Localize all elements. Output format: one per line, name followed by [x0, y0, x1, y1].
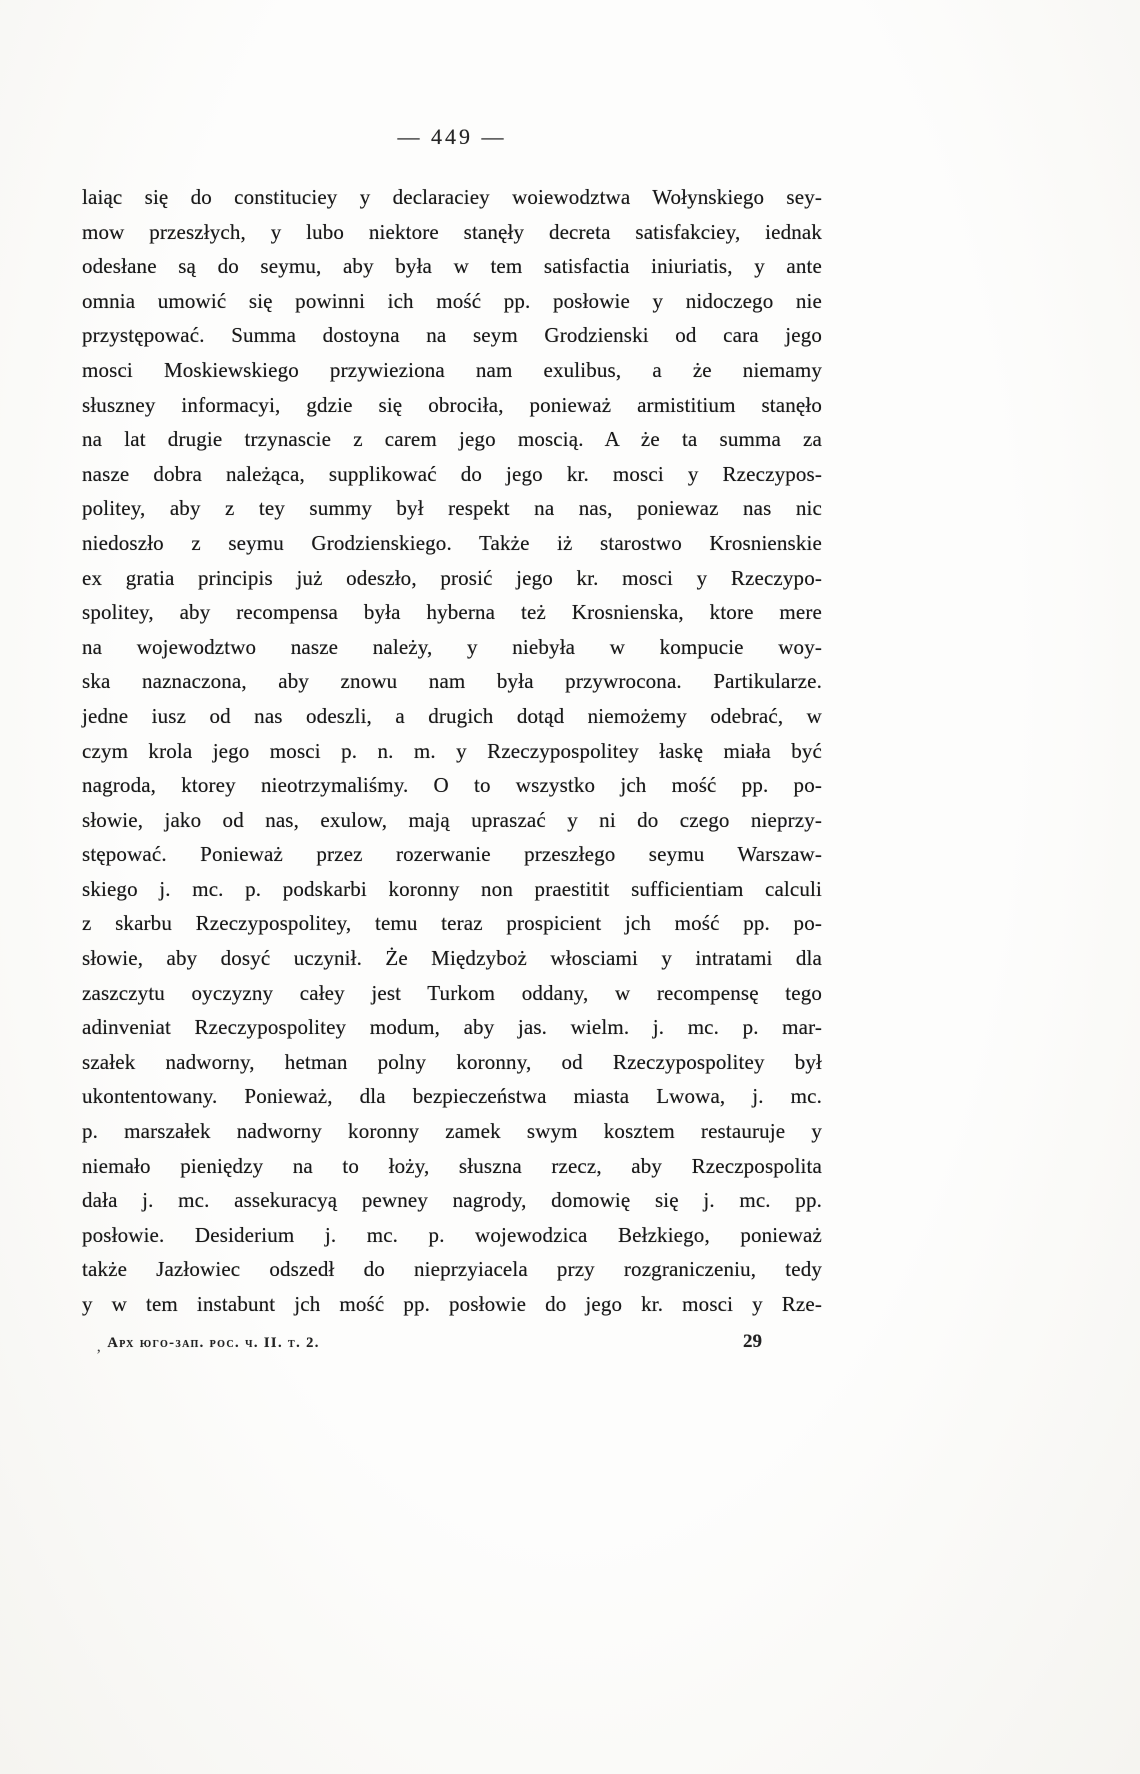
text-line: ex gratia principis już odeszło, prosić jego kr. mosci y Rzeczypo-	[82, 565, 822, 590]
body-text	[82, 180, 822, 1322]
text-line: adinveniat Rzeczypospolitey modum, aby jas. wielm. j. mc. p. mar-	[82, 1015, 822, 1040]
text-block	[82, 0, 822, 1353]
text-line: także Jazłowiec odszedł do nieprzyiacela przy rozgraniczeniu, tedy	[82, 1257, 822, 1282]
text-line: słuszney informacyi, gdzie się obrociła, ponieważ armistitium stanęło	[82, 392, 822, 417]
text-line: p. marszałek nadworny koronny zamek swym kosztem restauruje y	[82, 1119, 822, 1144]
text-line: laiąc się do constituciey y declaraciey woiewodztwa Wołynskiego sey-	[82, 185, 822, 209]
text-line: odesłane są do seymu, aby była w tem satisfactia iniuriatis, y ante	[82, 254, 822, 279]
text-line: y w tem instabunt jch mość pp. posłowie do jego kr. mosci y Rze-	[82, 1292, 822, 1316]
text-line: słowie, jako od nas, exulow, mają upraszać y ni do czego nieprzy-	[82, 807, 822, 832]
text-line: nagroda, ktorey nieotrzymaliśmy. O to wszystko jch mość pp. po-	[82, 773, 822, 798]
footer-signature: Арх юго-зап. рос. ч. II. т. 2.	[107, 1334, 320, 1351]
footer-sheet-number: 29	[743, 1330, 762, 1352]
footer-signature-wrap	[96, 1334, 320, 1355]
text-line: posłowie. Desiderium j. mc. p. wojewodzica Bełzkiego, ponieważ	[82, 1222, 822, 1247]
text-line: zaszczytu oyczyzny całey jest Turkom oddany, w recompensę tego	[82, 980, 822, 1005]
text-line: jedne iusz od nas odeszli, a drugich dotąd niemożemy odebrać, w	[82, 703, 822, 728]
page-footer	[82, 1331, 822, 1353]
text-line: ska naznaczona, aby znowu nam była przywrocona. Partikularze.	[82, 669, 822, 694]
text-line: mow przeszłych, y lubo niektore stanęły decreta satisfakciey, iednak	[82, 219, 822, 244]
text-line: ukontentowany. Ponieważ, dla bezpieczeństwa miasta Lwowa, j. mc.	[82, 1084, 822, 1109]
text-line: czym krola jego mosci p. n. m. y Rzeczypospolitey łaskę miała być	[82, 738, 822, 763]
text-line: z skarbu Rzeczypospolitey, temu teraz prospicient jch mość pp. po-	[82, 911, 822, 936]
text-line: dała j. mc. assekuracyą pewney nagrody, domowię się j. mc. pp.	[82, 1188, 822, 1213]
text-line: spolitey, aby recompensa była hyberna też Krosnienska, ktore mere	[82, 600, 822, 625]
text-line: słowie, aby dosyć uczynił. Że Międzyboż włosciami y intratami dla	[82, 946, 822, 971]
text-line: niemało pieniędzy na to łoży, słuszna rzecz, aby Rzeczpospolita	[82, 1153, 822, 1178]
page-number: — 449 —	[397, 124, 507, 149]
text-line: na wojewodztwo nasze należy, y niebyła w kompucie woy-	[82, 634, 822, 659]
text-line: mosci Moskiewskiego przywieziona nam exulibus, a że niemamy	[82, 357, 822, 382]
text-line: nasze dobra należąca, supplikować do jego kr. mosci y Rzeczypos-	[82, 461, 822, 486]
text-line: omnia umowić się powinni ich mość pp. posłowie y nidoczego nie	[82, 288, 822, 313]
text-line: niedoszło z seymu Grodzienskiego. Także iż starostwo Krosnienskie	[82, 530, 822, 555]
scan-artifact-mark: ‚	[96, 1337, 102, 1355]
text-line: przystępować. Summa dostoyna na seym Grodzienski od cara jego	[82, 323, 822, 348]
text-line: na lat drugie trzynascie z carem jego moscią. A że ta summa za	[82, 427, 822, 452]
text-line: szałek nadworny, hetman polny koronny, od Rzeczypospolitey był	[82, 1049, 822, 1074]
text-line: politey, aby z tey summy był respekt na nas, poniewaz nas nic	[82, 496, 822, 521]
text-line: stępować. Ponieważ przez rozerwanie przeszłego seymu Warszaw-	[82, 842, 822, 867]
text-line: skiego j. mc. p. podskarbi koronny non praestitit sufficientiam calculi	[82, 876, 822, 901]
